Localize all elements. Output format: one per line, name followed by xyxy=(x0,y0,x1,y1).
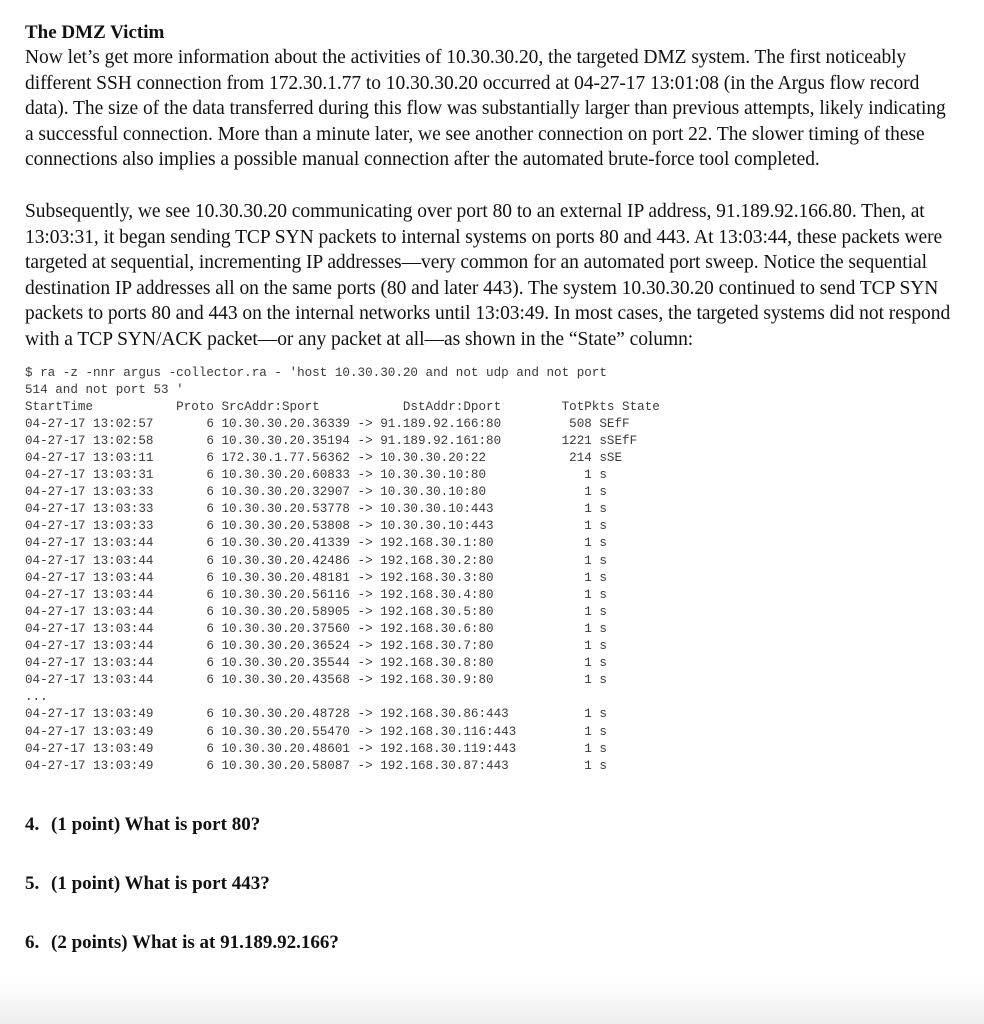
flow-rows-after-gap xyxy=(25,706,959,774)
paragraph-dmz-activity: Now let’s get more information about the activities of 10.30.30.20, the targeted DMZ system. The first noticeably different SSH connection from 172.30.1.77 to 10.30.30.20 occurred at 04-27-17 13:01:08 (in the Argus flow record data). The size of the data transferred during this flow was substantially larger than previous attempts, likely indicating a successful connection. More than a minute later, we see another connection on port 22. The slower timing of these connections also implies a possible manual connection after the automated brute-force tool completed. xyxy=(25,47,946,171)
command-line: $ ra -z -nnr argus -collector.ra - 'host 10.30.30.20 and not udp and not port xyxy=(25,365,607,380)
flow-record-row: 04-27-17 13:03:49 6 10.30.30.20.55470 -> 192.168.30.116:443 1 s xyxy=(25,724,607,739)
flow-record-row: 04-27-17 13:03:49 6 10.30.30.20.58087 -> 192.168.30.87:443 1 s xyxy=(25,758,607,773)
question-list xyxy=(25,813,959,955)
flow-record-row: 04-27-17 13:03:44 6 10.30.30.20.37560 -> 192.168.30.6:80 1 s xyxy=(25,621,607,636)
question-item xyxy=(25,872,959,896)
flow-record-row: 04-27-17 13:03:33 6 10.30.30.20.32907 -> 10.30.30.10:80 1 s xyxy=(25,485,607,500)
document-page xyxy=(25,21,959,990)
flow-record-row: 04-27-17 13:03:44 6 10.30.30.20.42486 -> 192.168.30.2:80 1 s xyxy=(25,553,607,568)
flow-record-row: 04-27-17 13:03:44 6 10.30.30.20.43568 -> 192.168.30.9:80 1 s xyxy=(25,673,607,688)
command-line-continued: 514 and not port 53 ' xyxy=(25,382,184,397)
paragraph-spacer xyxy=(25,173,959,199)
flow-record-row: 04-27-17 13:03:49 6 10.30.30.20.48601 -> 192.168.30.119:443 1 s xyxy=(25,741,607,756)
flow-record-row: 04-27-17 13:03:44 6 10.30.30.20.48181 -> 192.168.30.3:80 1 s xyxy=(25,570,607,585)
flow-record-row: 04-27-17 13:03:44 6 10.30.30.20.36524 -> 192.168.30.7:80 1 s xyxy=(25,639,607,654)
flow-record-row: 04-27-17 13:03:33 6 10.30.30.20.53808 -> 10.30.30.10:443 1 s xyxy=(25,519,607,534)
flow-record-row: 04-27-17 13:03:44 6 10.30.30.20.35544 -> 192.168.30.8:80 1 s xyxy=(25,656,607,671)
flow-record-row: 04-27-17 13:03:11 6 172.30.1.77.56362 -> 10.30.30.20:22 214 sSE xyxy=(25,451,623,465)
section-title: The DMZ Victim xyxy=(25,22,165,43)
table-header: StartTime Proto SrcAddr:Sport DstAddr:Dport TotPkts State xyxy=(25,399,660,414)
question-number: 4. xyxy=(25,813,40,835)
paragraph-port-sweep: Subsequently, we see 10.30.30.20 communicating over port 80 to an external IP address, 91.189.92.166.80. Then, at 13:03:31, it began sending TCP SYN packets to internal systems on ports 80 and 443. At 13:03:44, these packets were targeted at sequential, incrementing IP addresses—very common for an automated port sweep. Notice the sequential destination IP addresses all on the same ports (80 and later 443). The system 10.30.30.20 continued to send TCP SYN packets to ports 80 and 443 on the internal networks until 13:03:49. In most cases, the targeted systems did not respond with a TCP SYN/ACK packet—or any packet at all—as shown in the “State” column: xyxy=(25,200,951,350)
flow-record-row: 04-27-17 13:03:44 6 10.30.30.20.56116 -> 192.168.30.4:80 1 s xyxy=(25,587,607,602)
question-item xyxy=(25,813,959,837)
flow-record-row: 04-27-17 13:03:31 6 10.30.30.20.60833 -> 10.30.30.10:80 1 s xyxy=(25,468,607,483)
flow-record-row: 04-27-17 13:02:58 6 10.30.30.20.35194 -> 91.189.92.161:80 1221 sSEfF xyxy=(25,433,638,448)
flow-record-row: 04-27-17 13:03:44 6 10.30.30.20.41339 -> 192.168.30.1:80 1 s xyxy=(25,536,607,551)
question-number: 5. xyxy=(25,872,40,894)
argus-terminal-output xyxy=(25,365,959,775)
flow-record-row: 04-27-17 13:03:49 6 10.30.30.20.48728 -> 192.168.30.86:443 1 s xyxy=(25,707,607,722)
flow-record-row: 04-27-17 13:03:44 6 10.30.30.20.58905 -> 192.168.30.5:80 1 s xyxy=(25,604,607,619)
question-text: (2 points) What is at 91.189.92.166? xyxy=(51,931,339,953)
flow-record-row: 04-27-17 13:03:33 6 10.30.30.20.53778 -> 10.30.30.10:443 1 s xyxy=(25,502,607,517)
question-number: 6. xyxy=(25,931,40,953)
flow-rows-before-gap xyxy=(25,416,959,690)
ellipsis: ... xyxy=(25,690,48,705)
question-item xyxy=(25,931,959,955)
question-text: (1 point) What is port 443? xyxy=(51,872,270,894)
flow-record-row: 04-27-17 13:02:57 6 10.30.30.20.36339 -> 91.189.92.166:80 508 SEfF xyxy=(25,416,630,431)
question-text: (1 point) What is port 80? xyxy=(51,813,261,835)
